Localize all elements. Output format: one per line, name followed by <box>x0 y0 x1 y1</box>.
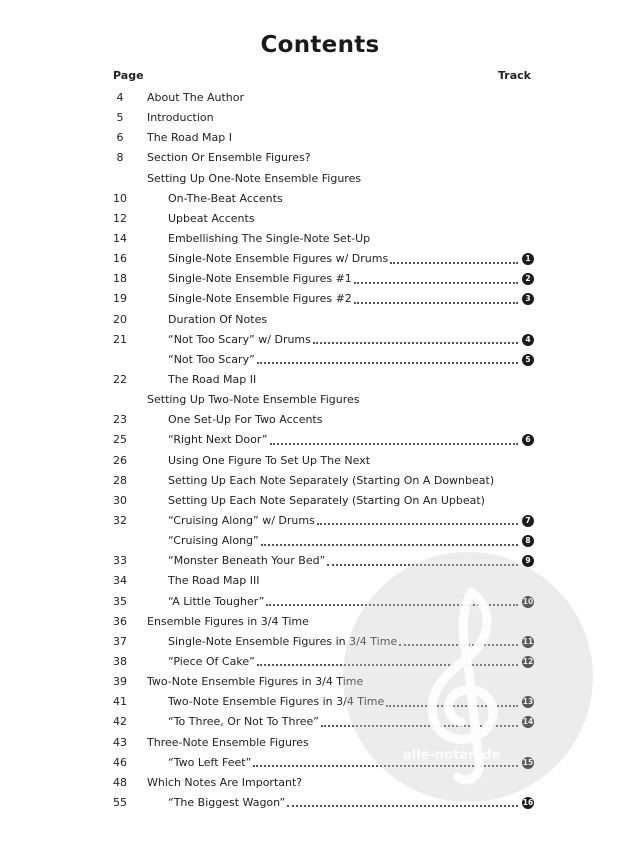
track-number-badge: 2 <box>522 273 534 285</box>
toc-entry <box>168 531 522 551</box>
toc-row <box>0 430 640 450</box>
dot-leader <box>313 341 518 344</box>
page-number: 10 <box>113 191 127 205</box>
entry-title: Setting Up Two-Note Ensemble Figures <box>147 393 360 407</box>
toc-entry <box>168 410 522 430</box>
toc-entry <box>168 571 522 591</box>
toc-entry <box>147 733 522 753</box>
toc-entry <box>147 672 522 692</box>
entry-title: Introduction <box>147 111 214 125</box>
entry-title: “Monster Beneath Your Bed” <box>168 554 326 568</box>
toc-row <box>0 350 640 370</box>
entry-title: “Two Left Feet” <box>168 755 252 769</box>
track-number-badge: 13 <box>522 697 534 707</box>
toc-row <box>0 753 640 773</box>
toc-entry <box>147 148 522 168</box>
entry-title: Setting Up One-Note Ensemble Figures <box>147 171 362 185</box>
entry-title: Two-Note Ensemble Figures in 3/4 Time <box>168 695 385 709</box>
entry-title: Single-Note Ensemble Figures #1 <box>168 272 352 286</box>
toc-row <box>0 390 640 410</box>
entry-title: “Not Too Scary” w/ Drums <box>168 332 311 346</box>
toc-entry <box>168 350 522 370</box>
track-number-badge: 14 <box>522 717 534 727</box>
entry-title: Using One Figure To Set Up The Next <box>168 453 371 467</box>
entry-title: Setting Up Each Note Separately (Starting On A Downbeat) <box>168 473 495 487</box>
entry-title: About The Author <box>147 91 245 104</box>
dot-leader <box>270 442 518 445</box>
page-number: 12 <box>113 211 127 225</box>
toc-row <box>0 249 640 269</box>
entry-title: The Road Map II <box>168 372 257 386</box>
track-number-badge: 15 <box>522 757 534 767</box>
toc-row <box>0 491 640 511</box>
toc-row <box>0 632 640 652</box>
dot-leader <box>317 522 518 525</box>
page-number: 35 <box>113 594 127 608</box>
toc-row <box>0 511 640 531</box>
page-number: 30 <box>113 493 127 507</box>
toc-entry <box>147 773 522 793</box>
track-number-badge: 7 <box>522 515 534 527</box>
entry-title: Setting Up Each Note Separately (Starting On An Upbeat) <box>168 493 485 507</box>
toc-row <box>0 531 640 551</box>
toc-entry <box>168 229 522 249</box>
dot-leader <box>257 361 518 364</box>
page-number: 20 <box>113 312 127 326</box>
toc-entry <box>168 310 522 330</box>
entry-title: “Not Too Scary” <box>168 352 255 366</box>
track-number-badge: 12 <box>522 656 534 666</box>
entry-title: “Piece Of Cake” <box>168 654 255 668</box>
entry-title: Upbeat Accents <box>168 211 255 225</box>
toc-row <box>0 269 640 289</box>
page-number: 48 <box>113 775 127 789</box>
page-number: 6 <box>116 131 124 145</box>
toc-row <box>0 229 640 249</box>
track-number-badge: 5 <box>522 354 534 366</box>
toc-entry <box>168 471 522 491</box>
toc-row <box>0 733 640 753</box>
page-number: 16 <box>113 252 127 266</box>
entry-title: Section Or Ensemble Figures? <box>147 151 311 165</box>
toc-entry <box>147 169 522 189</box>
toc-row <box>0 148 640 168</box>
toc-entry <box>168 632 522 652</box>
toc-row <box>0 692 640 712</box>
toc-entry <box>168 430 522 450</box>
toc-entry <box>168 712 522 732</box>
page-number: 33 <box>113 554 127 568</box>
page-number: 37 <box>113 634 127 648</box>
toc-entry <box>168 330 522 350</box>
toc-row <box>0 672 640 692</box>
page-number: 38 <box>113 654 127 668</box>
entry-title: Three-Note Ensemble Figures <box>147 735 309 749</box>
page-number: 34 <box>113 574 127 588</box>
toc-row <box>0 793 640 813</box>
dot-leader <box>327 563 518 566</box>
toc-entry <box>168 652 522 672</box>
toc-entry <box>147 128 522 148</box>
toc-row <box>0 551 640 571</box>
toc-entry <box>147 390 522 410</box>
page-number: 55 <box>113 795 127 809</box>
toc-entry <box>168 753 522 773</box>
page-title: Contents <box>260 32 380 58</box>
page-number: 18 <box>113 272 127 286</box>
track-number-badge: 8 <box>522 535 534 547</box>
entry-title: Two-Note Ensemble Figures in 3/4 Time <box>147 675 364 689</box>
page-number: 26 <box>113 453 127 467</box>
page-number: 25 <box>113 433 127 447</box>
toc-row <box>0 169 640 189</box>
entry-title: “The Biggest Wagon” <box>168 795 286 809</box>
entry-title: Single-Note Ensemble Figures w/ Drums <box>168 252 389 266</box>
entry-title: Duration Of Notes <box>168 312 268 326</box>
dot-leader <box>287 804 518 807</box>
page-number: 22 <box>113 372 127 386</box>
toc-entry <box>168 551 522 571</box>
entry-title: Single-Note Ensemble Figures #2 <box>168 292 352 306</box>
page-number: 42 <box>113 715 127 729</box>
entry-title: “To Three, Or Not To Three” <box>168 715 320 729</box>
dot-leader <box>354 281 518 284</box>
toc-entry <box>168 189 522 209</box>
page-number: 39 <box>113 675 127 689</box>
toc-entry <box>168 491 522 511</box>
dot-leader <box>354 301 518 304</box>
toc-row <box>0 209 640 229</box>
track-column-header: Track <box>498 69 531 82</box>
toc-entry <box>168 592 522 612</box>
toc-row <box>0 88 640 108</box>
toc-entry <box>147 612 522 632</box>
toc-row <box>0 330 640 350</box>
entry-title: Ensemble Figures in 3/4 Time <box>147 614 309 628</box>
page-number: 19 <box>113 292 127 306</box>
toc-row <box>0 310 640 330</box>
toc-entry <box>168 370 522 390</box>
dot-leader <box>266 603 518 606</box>
entry-title: “Cruising Along” <box>168 534 259 548</box>
dot-leader <box>253 764 518 767</box>
toc-entry <box>168 209 522 229</box>
table-of-contents <box>0 88 640 813</box>
page-number: 14 <box>113 231 127 245</box>
page-number: 5 <box>116 111 124 125</box>
page-number: 21 <box>113 332 127 346</box>
track-number-badge: 3 <box>522 293 534 305</box>
toc-row <box>0 108 640 128</box>
dot-leader <box>321 724 518 727</box>
dot-leader <box>386 704 518 707</box>
track-number-badge: 9 <box>522 555 534 567</box>
entry-title: “Right Next Door” <box>168 433 268 447</box>
toc-row <box>0 370 640 390</box>
toc-entry <box>147 88 522 108</box>
track-number-badge: 6 <box>522 434 534 446</box>
page-number: 23 <box>113 413 127 427</box>
track-number-badge: 16 <box>522 797 534 807</box>
toc-entry <box>147 108 522 128</box>
toc-entry <box>168 289 522 309</box>
entry-title: “A Little Tougher” <box>168 594 265 608</box>
toc-row <box>0 592 640 612</box>
entry-title: On-The-Beat Accents <box>168 191 283 205</box>
toc-entry <box>168 269 522 289</box>
page-number: 41 <box>113 695 127 709</box>
entry-title: Embellishing The Single-Note Set-Up <box>168 231 371 245</box>
entry-title: Single-Note Ensemble Figures in 3/4 Time <box>168 634 398 648</box>
toc-row <box>0 410 640 430</box>
page-number: 43 <box>113 735 127 749</box>
toc-row <box>0 189 640 209</box>
track-number-badge: 1 <box>522 253 534 265</box>
track-number-badge: 10 <box>522 596 534 606</box>
entry-title: The Road Map III <box>168 574 260 588</box>
page-column-header: Page <box>113 69 144 82</box>
toc-row <box>0 773 640 793</box>
page-number: 32 <box>113 513 127 527</box>
page-number: 4 <box>116 91 124 104</box>
dot-leader <box>390 261 518 264</box>
toc-row <box>0 471 640 491</box>
entry-title: “Cruising Along” w/ Drums <box>168 513 315 527</box>
toc-entry <box>168 793 522 813</box>
page-number: 36 <box>113 614 127 628</box>
page-number: 28 <box>113 473 127 487</box>
entry-title: The Road Map I <box>147 131 233 145</box>
entry-title: Which Notes Are Important? <box>147 775 303 789</box>
toc-row <box>0 652 640 672</box>
watermark-text: alle-noten.de <box>403 748 501 763</box>
page-number: 46 <box>113 755 127 769</box>
toc-entry <box>168 692 522 712</box>
track-number-badge: 11 <box>522 636 534 646</box>
track-number-badge: 4 <box>522 334 534 346</box>
toc-row <box>0 451 640 471</box>
toc-row <box>0 712 640 732</box>
dot-leader <box>261 543 518 546</box>
entry-title: One Set-Up For Two Accents <box>168 413 323 427</box>
toc-row <box>0 289 640 309</box>
toc-row <box>0 612 640 632</box>
toc-entry <box>168 249 522 269</box>
dot-leader <box>399 643 518 646</box>
page-number: 8 <box>116 151 124 165</box>
toc-row <box>0 571 640 591</box>
toc-entry <box>168 511 522 531</box>
dot-leader <box>257 663 518 666</box>
toc-entry <box>168 451 522 471</box>
toc-row <box>0 128 640 148</box>
